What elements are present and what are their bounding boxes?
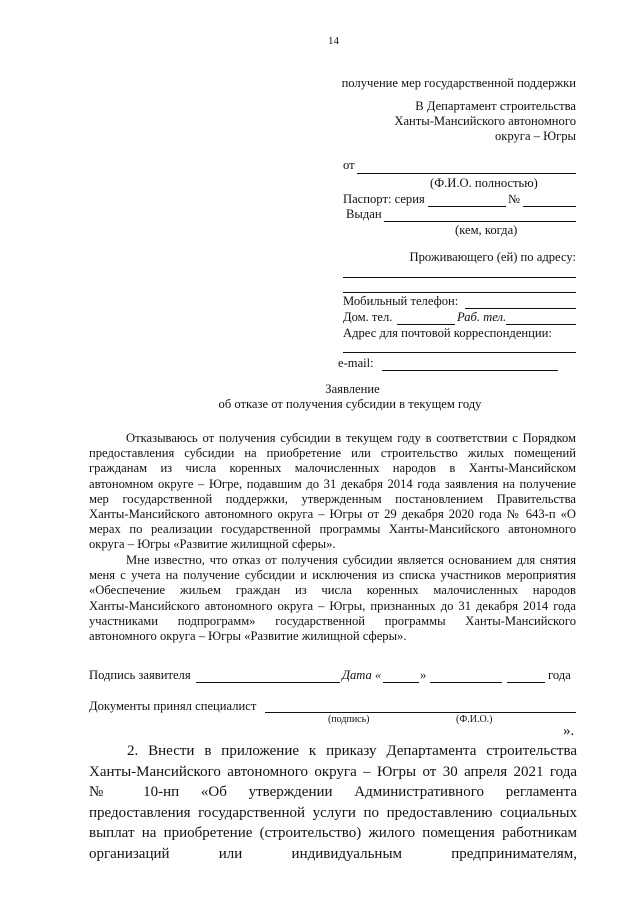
signature-label: Подпись заявителя (89, 668, 191, 682)
passport-label: Паспорт: серия (343, 192, 425, 206)
text-line: округа – Югры «Развитие жилищной сферы». (89, 537, 336, 552)
passport-number-label: № (508, 192, 521, 206)
date-label: Дата « (342, 668, 382, 682)
date-year-line (507, 682, 545, 683)
passport-series-line (428, 206, 506, 207)
email-line (382, 370, 558, 371)
addressee (330, 99, 576, 144)
page-number: 14 (328, 35, 339, 47)
accepted-line (265, 712, 576, 713)
text-line: гражданам из числа коренных малочисленных народов в Ханты-Мансийском (89, 461, 576, 476)
addressee-line: округа – Югры (494, 129, 576, 143)
text-line: Ханты-Мансийского автономного округа – Югры, признанных до 31 декабря 2014 года (89, 598, 576, 613)
header-line: получение мер государственной поддержки (341, 76, 576, 90)
from-label: от (343, 158, 355, 172)
text-line: предоставления государственной услуги по предоставлению социальных (89, 804, 577, 821)
awareness-paragraph (89, 553, 576, 644)
text-line: организаций или индивидуальным предпринимателям, (89, 845, 577, 862)
mail-address-label: Адрес для почтовой корреспонденции: (343, 326, 552, 340)
mail-address-line (343, 352, 576, 353)
text-line: выплат на приобретение (строительство) жилого помещения работникам (89, 825, 577, 842)
mobile-line (465, 308, 576, 309)
accepted-label: Документы принял специалист (89, 699, 257, 713)
text-line: мерах по реализации государственной программы Ханты-Мансийского автономного (89, 522, 576, 537)
fio-hint-small: (Ф.И.О.) (456, 714, 493, 725)
signature-line (196, 682, 340, 683)
addressee-line: Ханты-Мансийского автономного (394, 114, 576, 128)
year-suffix: года (548, 668, 571, 682)
text-line: № 10-нп «Об утверждении Административного регламента (89, 784, 577, 801)
closing-mark: ». (563, 723, 575, 739)
work-phone-label: Раб. тел. (457, 310, 507, 324)
sign-hint: (подпись) (328, 714, 370, 725)
issued-label: Выдан (346, 207, 382, 221)
issued-hint: (кем, когда) (455, 223, 518, 237)
text-line: 2. Внести в приложение к приказу Департамента строительства (127, 743, 577, 759)
text-line: Ханты-Мансийского автономного округа – Югры от 30 апреля 2021 года (89, 763, 577, 780)
date-month-line (430, 682, 502, 683)
text-line: мер государственной поддержки, утвержденным постановлением Правительства (89, 491, 576, 506)
date-day-line (383, 682, 419, 683)
work-phone-line (506, 324, 576, 325)
email-label: e-mail: (338, 356, 374, 370)
text-line: «Обеспечение жильем граждан из числа коренных малочисленных народов (89, 583, 576, 598)
text-line: предоставления субсидии на приобретение или строительство жилых помещений (89, 446, 576, 461)
address-line-2 (343, 292, 576, 293)
passport-number-line (523, 206, 576, 207)
home-phone-label: Дом. тел. (343, 310, 393, 324)
issued-line (384, 221, 576, 222)
text-line: автономного округа – Югры «Развитие жилищной сферы». (89, 629, 407, 644)
fio-hint: (Ф.И.О. полностью) (430, 176, 538, 190)
text-line: Ханты-Мансийского автономного округа – Югры от 29 декабря 2020 года № 643-п «О (89, 507, 576, 522)
refusal-paragraph (89, 431, 576, 553)
document-title: Заявление (325, 382, 380, 396)
residence-label: Проживающего (ей) по адресу: (409, 250, 576, 264)
date-quote-close: » (420, 668, 427, 682)
text-line: автономном округе – Югре, подавшим до 31 декабря 2014 года заявления на получение (89, 476, 576, 491)
document-subtitle: об отказе от получения субсидии в текущем году (218, 397, 482, 411)
mobile-label: Мобильный телефон: (343, 294, 459, 308)
addressee-line: В Департамент строительства (415, 99, 576, 113)
home-phone-line (397, 324, 455, 325)
item-2-paragraph (89, 741, 577, 865)
address-line-1 (343, 277, 576, 278)
fio-field-line (357, 173, 576, 174)
text-line: участниками подпрограмм» государственной программы Ханты-Мансийского (89, 613, 576, 628)
text-line: меня с учета на получение субсидии и исключения из списка участников мероприятия (89, 568, 576, 583)
text-line: Мне известно, что отказ от получения субсидии является основанием для снятия (126, 553, 576, 567)
text-line: Отказываюсь от получения субсидии в текущем году в соответствии с Порядком (126, 431, 576, 445)
